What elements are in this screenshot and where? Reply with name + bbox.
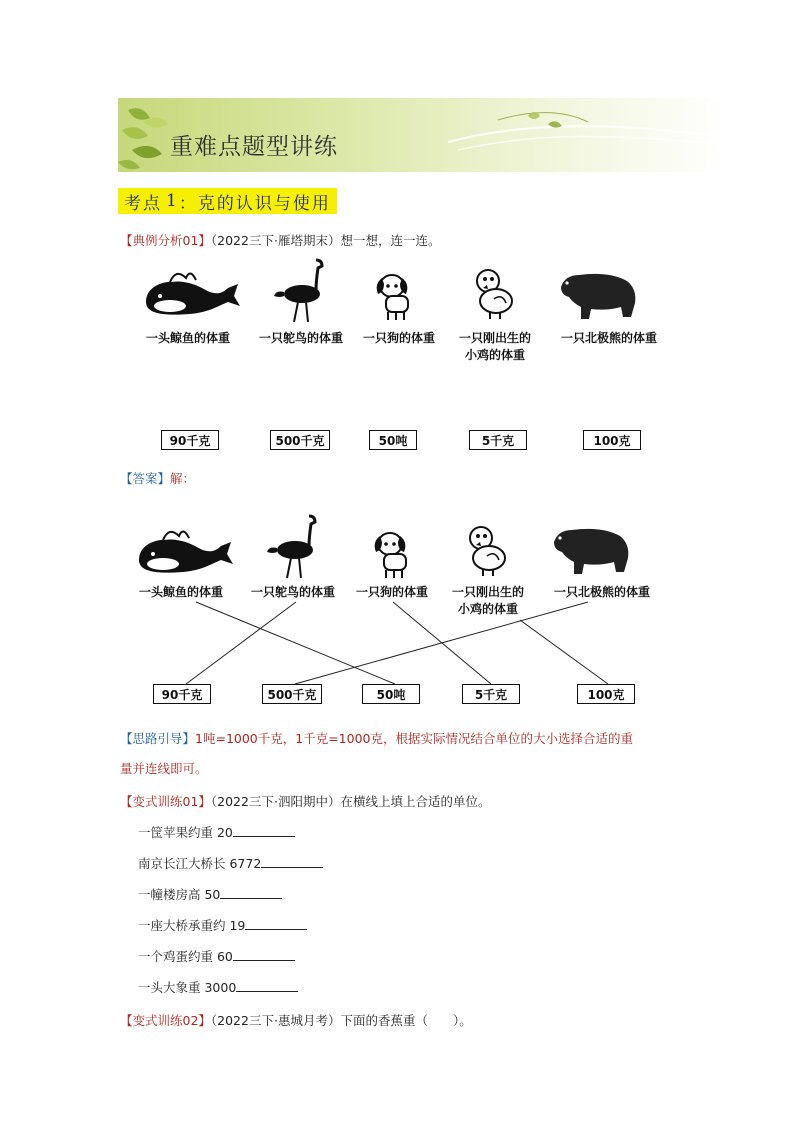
connection-line [186, 602, 296, 684]
connection-line [196, 602, 395, 684]
weight-box: 50吨 [369, 430, 417, 450]
animal-label-chick: 一只刚出生的 小鸡的体重 [451, 585, 524, 616]
animal-label-ostrich: 一只鸵鸟的体重 [250, 585, 335, 599]
hint-line-1 [120, 729, 633, 747]
example1-tag: 【典例分析01】 [120, 233, 211, 248]
fill-item-text: 一筐苹果约重 20 [138, 825, 233, 840]
fill-item [138, 978, 298, 996]
exercise1-source: （2022三下·泗阳期中）在横线上填上合适的单位。 [210, 794, 491, 809]
hint-text-line2: 量并连线即可。 [120, 761, 208, 776]
answer-text: 解： [170, 471, 196, 486]
animal-label-dog: 一只狗的体重 [362, 331, 435, 345]
animal-label-polar-bear: 一只北极熊的体重 [553, 585, 650, 599]
fill-item [138, 885, 282, 903]
hint-text-line1: 1吨=1000千克，1千克=1000克，根据实际情况结合单位的大小选择合适的重 [195, 731, 633, 746]
example1-source: （2022三下·雁塔期末）想一想，连一连。 [210, 233, 441, 248]
animal-label-polar-bear: 一只北极熊的体重 [560, 331, 657, 345]
fill-item-text: 一幢楼房高 50 [138, 887, 221, 902]
fill-item-text: 一座大桥承重约 19 [138, 918, 246, 933]
answer-blank[interactable] [261, 855, 323, 868]
exercise2-tag: 【变式训练02】 [120, 1013, 211, 1028]
hint-tag: 【思路引导】 [120, 731, 196, 746]
weight-box: 90千克 [153, 684, 211, 704]
weight-box: 500千克 [262, 684, 322, 704]
weight-box: 500千克 [270, 430, 330, 450]
animal-label-chick: 一只刚出生的 小鸡的体重 [458, 331, 531, 362]
answer-tag: 【答案】 [120, 471, 171, 486]
animal-label-dog: 一只狗的体重 [355, 585, 428, 599]
exercise2-line [120, 1011, 472, 1029]
answer-blank[interactable] [245, 917, 307, 930]
weight-box: 5千克 [469, 430, 527, 450]
fill-item-text: 南京长江大桥长 6772 [138, 856, 262, 871]
answer-blank[interactable] [233, 824, 295, 837]
fill-item [138, 916, 307, 934]
exercise1-tag: 【变式训练01】 [120, 794, 211, 809]
fill-item [138, 947, 295, 965]
weight-box: 5千克 [462, 684, 520, 704]
exercise1-line [120, 792, 490, 810]
section-title: 重难点题型讲练 [170, 134, 338, 160]
weight-box: 100克 [577, 684, 635, 704]
answer-blank[interactable] [220, 886, 282, 899]
topic-number: 1 [166, 191, 179, 211]
topic-title: ：克的认识与使用 [178, 193, 331, 214]
connection-line [295, 602, 588, 684]
animal-label-ostrich: 一只鸵鸟的体重 [258, 331, 343, 345]
fill-item-text: 一头大象重 3000 [138, 980, 237, 995]
fill-item [138, 823, 295, 841]
answer-blank[interactable] [233, 948, 295, 961]
animal-label-whale: 一头鲸鱼的体重 [138, 585, 223, 599]
fill-item [138, 854, 323, 872]
connection-line [520, 620, 608, 684]
weight-box: 90千克 [161, 430, 219, 450]
topic-label: 考点 [124, 193, 162, 214]
weight-box: 100克 [583, 430, 641, 450]
animal-label-whale: 一头鲸鱼的体重 [145, 331, 230, 345]
weight-box: 50吨 [362, 684, 420, 704]
answer-blank[interactable] [236, 979, 298, 992]
exercise2-source: （2022三下·惠城月考）下面的香蕉重（ ）。 [210, 1013, 472, 1028]
fill-item-text: 一个鸡蛋约重 60 [138, 949, 233, 964]
